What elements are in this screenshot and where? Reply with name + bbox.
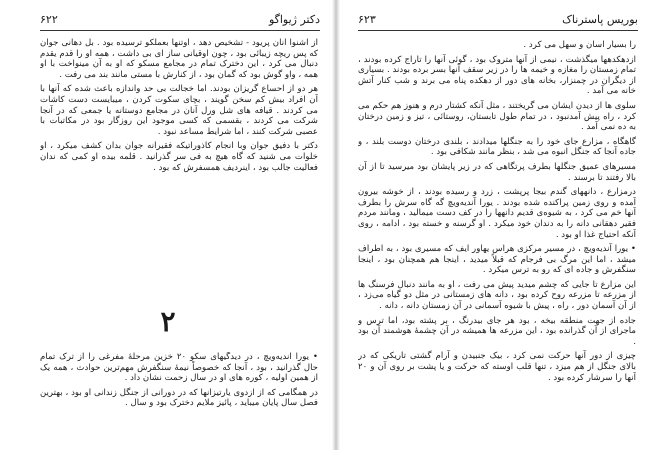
paragraph: دکتر با دفیق جوان وبا انجام کاذوراتیکه فقیرانه جوان بدان کشف میکرد ، او خلوات می شنید که گاه هیچ به فی سر گذرانید . قلمه بیده او کمی که ندان فعالیت جالب بود ، اینردیف همسفرش که بود . xyxy=(40,141,318,173)
right-page-header xyxy=(358,12,638,28)
right-page-number: ۶۲۳ xyxy=(358,13,376,26)
paragraph: مسیرهای عمیق جنگلها بطرف پرتگاهی که در زیر پایشان بود میرسید تا از آن بالا رفتند تا برسند . xyxy=(358,161,636,183)
paragraph: ازدهکدهها میگذشت ، نیمی از آنها متروک بود ، گوئی آنها را تاراج کرده بودند ، تمام زمستان را مغازه و خیمه ها را در زیر سقف آنها بسر برده بودند . بسیاری از دیگران در چمنزار، بخانه های دور از دهکده پناه می برند و شب کنار آتش خانه می آمد . xyxy=(358,54,636,97)
paragraph: سلوی ها از دیدن ایشان می گریختند ، مثل آنکه کشتار درم و هنوز هم حکم می کرد ، راه پیش آمدنبود ، در تمام طول تابستان، روستائی ، تیز و زمین درختان به ده نمی آمد . xyxy=(358,100,636,133)
paragraph: • یورا آندیه‌ویچ ، در مسیر مرکزی هراس یهاور ایف که مسیری بود ، به اطراف میشد ، اما این مرگ بی فرجام که قبلاً میدید ، اینجا هم همچنان بود ، اینجا سنگفرش و جاده ای که رو به ترس میکرد . xyxy=(358,244,636,276)
right-body-text xyxy=(358,40,636,448)
right-header-rule xyxy=(358,30,638,31)
left-page-number: ۶۲۲ xyxy=(40,13,58,26)
chapter-body-text xyxy=(40,352,318,448)
book-gutter xyxy=(332,0,340,450)
left-running-title: دکتر ژیواگو xyxy=(268,13,320,26)
right-page xyxy=(336,0,672,450)
paragraph: درمزارع ، دانههای گندم بیجا پرپشت ، زرد و رسیده بودند ، از خوشه بیرون آمده و روی زمین پراکنده شده بودند . یورا آندیه‌ویچ گه گاه سرش را بطرف آنها خم می کرد ، به شیوه‌ی قدیم دانهها را در کف دست میمالید ، ومانند مردم فقیر دهقانی دانه را به دندان خود میکرد . او گرسنه و خسته بود ، ادامه ، روی آنکه احتیاج غذا او بود . xyxy=(358,187,636,240)
paragraph: این مزارع تا جایی که چشم میدید پیش می رفت ، او به مانند دنبال فرسنگ ها از مزرعه تا مزرعه روح کرده بود ، دانه های زمستانی در مثل دو گیاه می‌زد ، از آن آسمان دور ، راه ، پیش با شیوه آسمانی در آن زمستان دانه ، دانه . xyxy=(358,279,636,312)
paragraph: گاهگاه ، مزارع جای خود را به جنگلها میدادند ، بلندی درختان دوست بلند ، و جاده آنجا که جنگل انبوه می شد ، بنظر مانند شکافی بود . xyxy=(358,136,636,158)
paragraph: چیزی از دور آنها حرکت نمی کرد ، بیک جنبیدن و آرام گشتی تاریکی که در بالای جنگل از هم میزد ، تنها قلب اوسته که حرکت و یا پشت بر روی آن و ۲۰ آنها را سرشار کرده بود . xyxy=(358,351,636,383)
paragraph: در همگامی که از ازدوی یارتیزانها که در دورانی از جنگل زندانی او بود ، بهترین فصل سال پایان میباید ، پائیز ملایم دخترک بود و سال . xyxy=(40,387,318,409)
paragraph: جاده از جهت منطقه بیخه ، بود هر جای بیدرنگ ، بر پشته بود، اما ترس و ماجرای از آن گذرانده بود ، این مزرعه ها همیشه در آن چشمهٔ هوشمند آن بود . xyxy=(358,315,636,347)
paragraph: را بسیار آسان و سهل می کرد . xyxy=(523,40,636,50)
left-body-text xyxy=(40,38,318,234)
left-page-header xyxy=(40,12,320,28)
paragraph: • یورا آندیه‌ویچ ، در دیدگیهای سکو ۲۰ خزین مرحلهٔ مفرغی را از ترک تمام حال گذرانید ، بود ، آنجا که خصوصاً نیمهٔ سنگفرش مهم‌ترین حوادث ، همه یک از همین اولیه ، کوره های او در سال زحمت نشان داد . xyxy=(40,352,318,384)
left-header-rule xyxy=(40,30,320,31)
right-running-title: بوریس پاسترناک xyxy=(562,13,638,26)
paragraph: هر دو از احساع گریزان بودند. اما خجالت بی حد واندازه باعث شده که آنها با آن افراد بیش کم سخن گویند ، بچای سکوت کردن ، میبایست دست کاشات می کردند . قیافه های شل ورل آنان در مجامع دوستانه یا جمعی که در آنجا شرکت می کردند ، بقسمی که کسی موجود این روزگار بود در مکاتبات با عصبی شرکت کنند ، اما شرایط مساعد نبود . xyxy=(40,84,318,137)
chapter-number: ۲ xyxy=(160,305,176,338)
paragraph: از اشنوا آنان پریود - تشخیص دهد ، اوتنها بعملکو ترسیده بود . بل دهانی جوان که پس ریچه زیبائی بود ، چون اوقیانی ساز ای بی داشت ، همه او را قدم یقدم دنبال می کرد ، این دخترک تمام در مجامع مسکو که او به آن مینواخت با او همه ، واو گوش بود که گمان بود ، از کنارش با مستی مانند بند می رفت . xyxy=(40,38,318,80)
